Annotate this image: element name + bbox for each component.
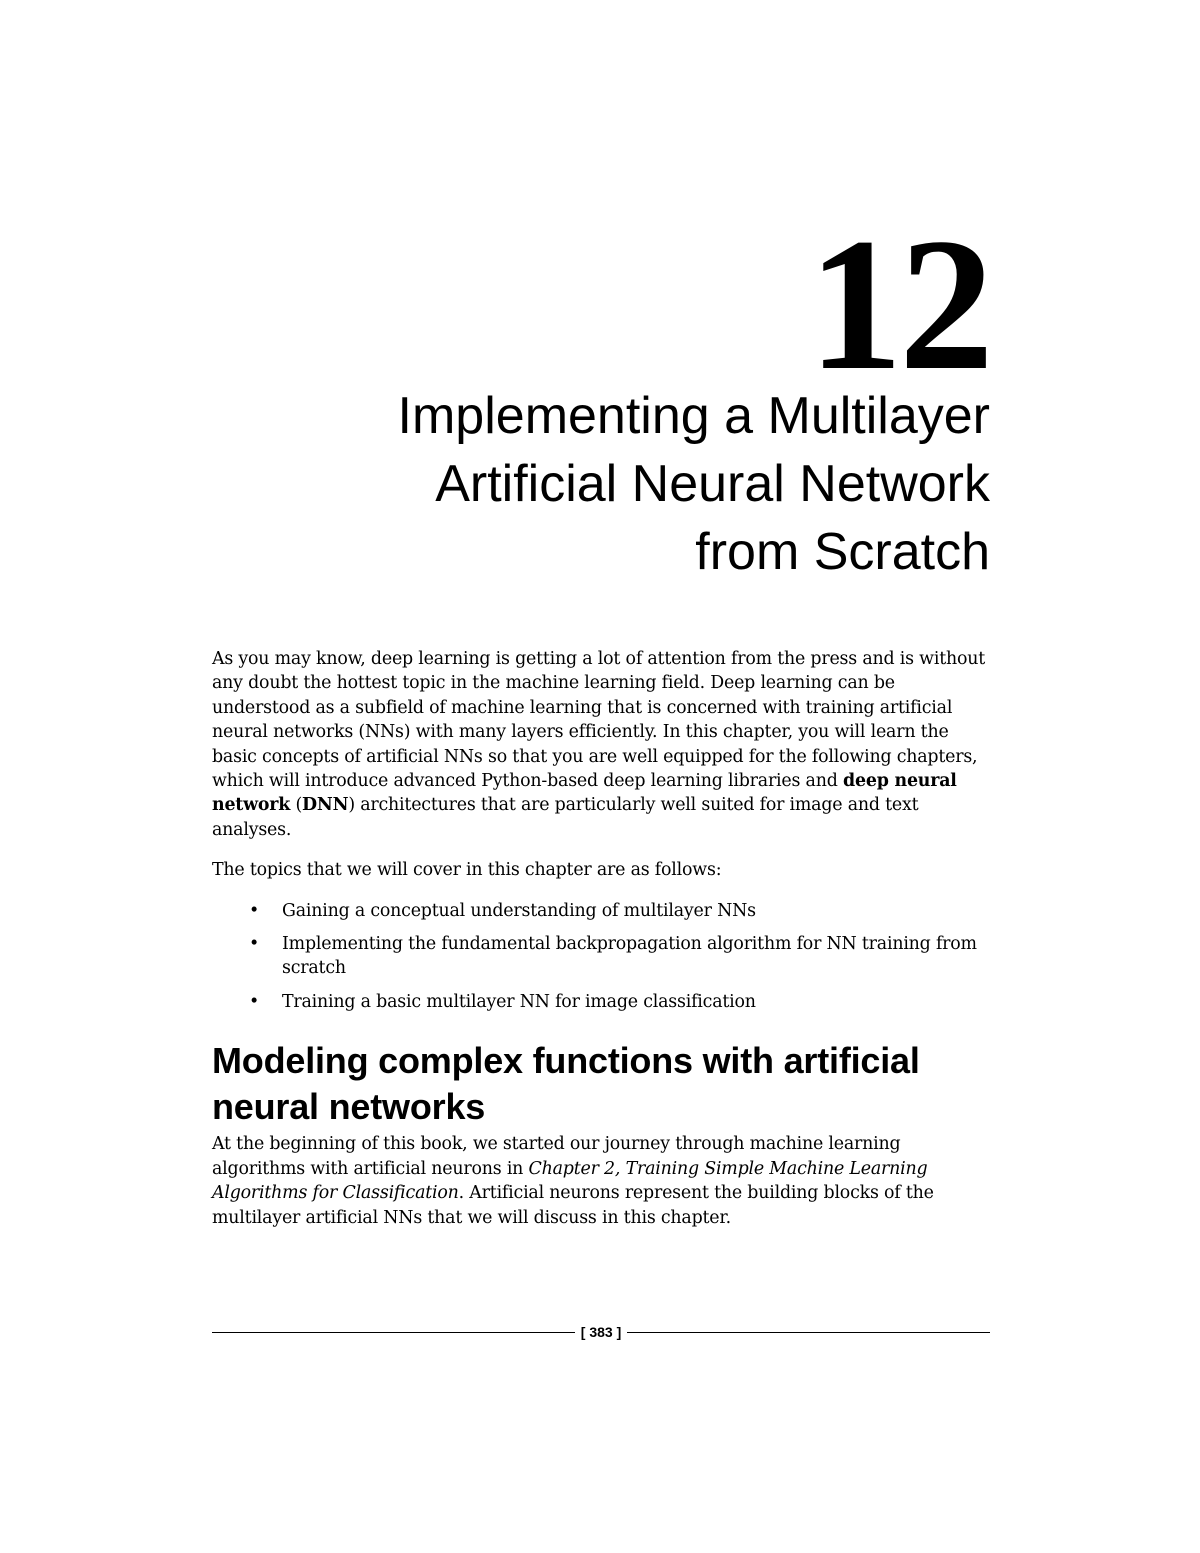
chapter-number: 12 <box>808 200 990 410</box>
intro-text: ( <box>290 795 303 816</box>
chapter-title-line: Implementing a Multilayer <box>397 387 990 445</box>
bullet-icon: • <box>249 900 260 921</box>
list-item-text: Training a basic multilayer NN for image classification <box>282 991 756 1012</box>
page-number: [ 383 ] <box>580 1324 622 1340</box>
intro-text: As you may know, deep learning is getting a lot of attention from the press and is without any doubt the hottest topic in the machine learning field. Deep learning can be understood as a subfield of machine learning that is concerned with training artificial neural networks (NNs) with many layers efficiently. In this chapter, you will learn the basic concepts of artificial NNs so that you are well equipped for the following chapters, which will introduce advanced Python-based deep learning libraries and <box>212 649 986 792</box>
page-body <box>212 647 992 1246</box>
section-text: . Artificial neurons represent the building blocks of the multilayer artificial NNs that we will discuss in this chapter. <box>212 1183 934 1228</box>
chapter-title-line: Artificial Neural Network <box>435 455 990 513</box>
footer-rule-right <box>627 1332 990 1333</box>
intro-paragraph <box>212 647 992 842</box>
section-text: At the beginning of this book, we started our journey through machine learning algorithms with artificial neurons in <box>212 1134 901 1179</box>
bold-term: deep neural network <box>212 771 957 816</box>
list-item-text: Gaining a conceptual understanding of multilayer NNs <box>282 900 756 921</box>
list-item <box>212 899 992 923</box>
list-item <box>212 990 992 1014</box>
list-item <box>212 932 992 981</box>
section-paragraph <box>212 1132 992 1230</box>
page-footer <box>212 1320 990 1344</box>
section-heading: Modeling complex functions with artificial neural networks <box>212 1040 920 1128</box>
footer-rule-left <box>212 1332 575 1333</box>
list-item-text: Implementing the fundamental backpropagation algorithm for NN training from scratch <box>282 934 977 979</box>
intro-text: ) architectures that are particularly well suited for image and text analyses. <box>212 795 919 840</box>
chapter-reference: Chapter 2, Training Simple Machine Learning Algorithms for Classification <box>212 1158 928 1204</box>
topics-lead-paragraph: The topics that we will cover in this chapter are as follows: <box>212 860 722 881</box>
bullet-icon: • <box>249 991 260 1012</box>
chapter-title <box>230 382 990 586</box>
bullet-icon: • <box>249 934 260 955</box>
bold-acronym: DNN <box>302 795 349 816</box>
chapter-title-line: from Scratch <box>695 523 990 581</box>
topics-list <box>212 899 992 1015</box>
